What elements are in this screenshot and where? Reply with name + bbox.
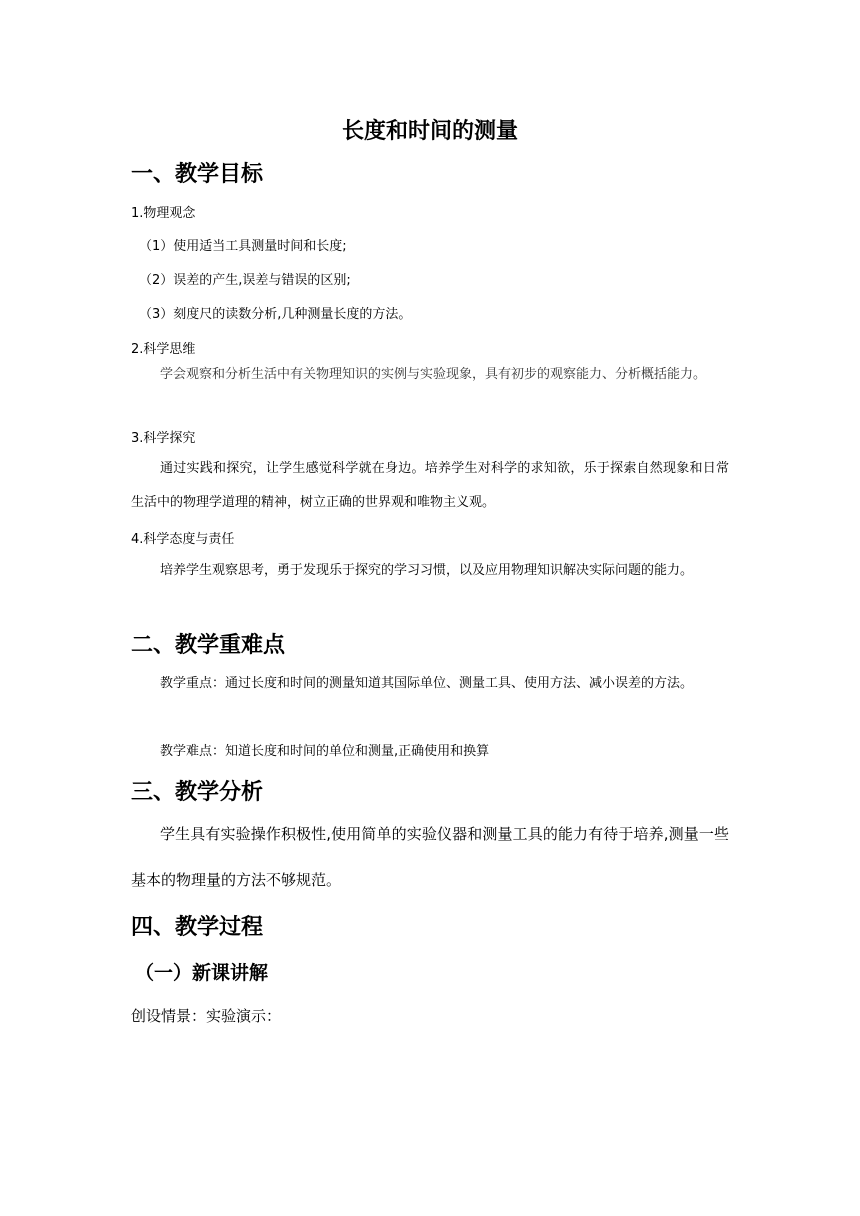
text-scenario-demo: 创设情景：实验演示： — [131, 1007, 282, 1025]
paragraph-teaching-key: 教学重点：通过长度和时间的测量知道其国际单位、测量工具、使用方法、减小误差的方法。 — [160, 676, 694, 691]
list-item: （2）误差的产生,误差与错误的区别; — [139, 273, 351, 288]
list-item: （1）使用适当工具测量时间和长度; — [139, 239, 347, 254]
section-heading-key-points: 二、教学重难点 — [131, 633, 286, 658]
section-heading-analysis: 三、教学分析 — [131, 780, 264, 805]
section-heading-objectives: 一、教学目标 — [131, 162, 264, 187]
subheading-scientific-inquiry: 3.科学探究 — [131, 431, 196, 446]
paragraph-attitude-responsibility: 培养学生观察思考，勇于发现乐于探究的学习习惯，以及应用物理知识解决实际问题的能力。 — [160, 563, 694, 578]
subheading-new-lesson: （一）新课讲解 — [135, 962, 269, 984]
list-item: （3）刻度尺的读数分析,几种测量长度的方法。 — [139, 307, 412, 322]
paragraph-scientific-thinking: 学会观察和分析生活中有关物理知识的实例与实验现象，具有初步的观察能力、分析概括能力。 — [160, 367, 707, 382]
paragraph-teaching-analysis: 学生具有实验操作积极性,使用简单的实验仪器和测量工具的能力有待于培养,测量一些基本的物理量的方法不够规范。 — [131, 825, 729, 889]
paragraph-teaching-difficulty: 教学难点：知道长度和时间的单位和测量,正确使用和换算 — [160, 744, 490, 759]
subheading-physics-concept: 1.物理观念 — [131, 206, 196, 221]
paragraph-scientific-inquiry: 通过实践和探究，让学生感觉科学就在身边。培养学生对科学的求知欲，乐于探索自然现象和日常生活中的物理学道理的精神，树立正确的世界观和唯物主义观。 — [131, 461, 729, 510]
page-title: 长度和时间的测量 — [341, 119, 518, 144]
subheading-scientific-thinking: 2.科学思维 — [131, 342, 196, 357]
section-heading-process: 四、教学过程 — [131, 915, 264, 940]
subheading-attitude-responsibility: 4.科学态度与责任 — [131, 532, 235, 547]
